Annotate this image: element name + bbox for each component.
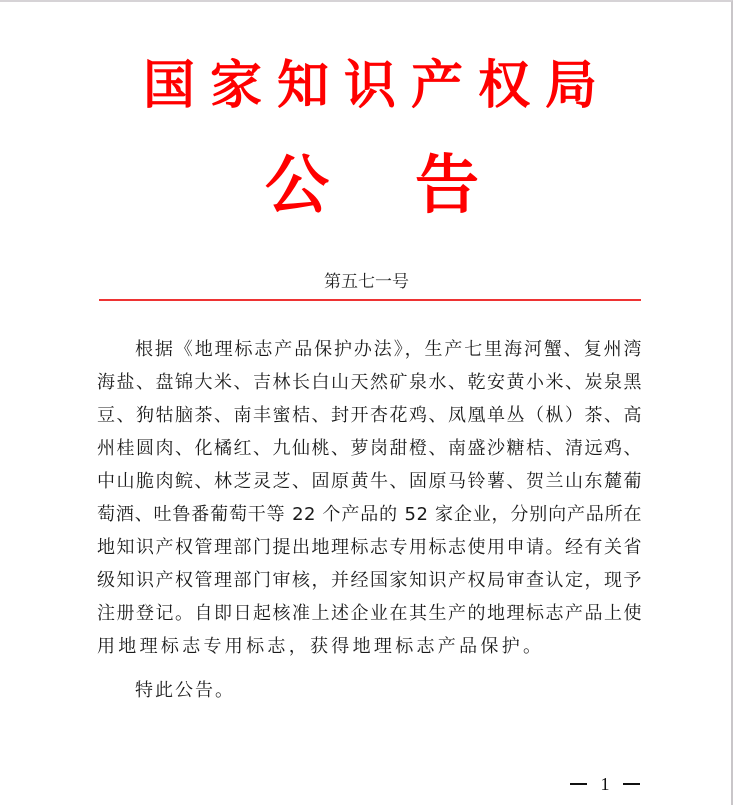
body-line: 州桂圆肉、化橘红、九仙桃、萝岗甜橙、南盛沙糖桔、清远鸡、 xyxy=(97,438,642,459)
issuer-title-char: 识 xyxy=(343,55,396,116)
issuer-title-char: 国 xyxy=(142,55,195,116)
doc-type-char: 公 xyxy=(265,148,329,223)
body-line: 萄酒、吐鲁番葡萄干等 22 个产品的 52 家企业，分别向产品所在 xyxy=(97,504,642,525)
body-line: 根据《地理标志产品保护办法》，生产七里海河蟹、复州湾 xyxy=(135,339,642,360)
doc-type-title xyxy=(262,148,482,224)
red-divider-line xyxy=(99,299,641,301)
page-number xyxy=(570,772,640,796)
dash-right xyxy=(623,783,640,785)
doc-number: 第五七一号 xyxy=(324,272,409,292)
body-line: 级知识产权管理部门审核，并经国家知识产权局审查认定，现予 xyxy=(97,570,642,591)
body-line: 地知识产权管理部门提出地理标志专用标志使用申请。经有关省 xyxy=(97,537,642,558)
issuer-title-char: 局 xyxy=(544,55,597,116)
doc-type-char: 告 xyxy=(415,148,479,223)
announcement-body xyxy=(97,333,642,663)
issuer-title-char: 知 xyxy=(276,55,329,116)
body-line: 用地理标志专用标志，获得地理标志产品保护。 xyxy=(97,636,545,657)
issuer-title-char: 权 xyxy=(477,55,530,116)
page-number-value: 1 xyxy=(600,773,610,794)
closing-statement: 特此公告。 xyxy=(135,680,235,701)
dash-left xyxy=(570,783,587,785)
body-line: 中山脆肉鲩、林芝灵芝、固原黄牛、固原马铃薯、贺兰山东麓葡 xyxy=(97,471,642,492)
body-line: 注册登记。自即日起核准上述企业在其生产的地理标志产品上使 xyxy=(97,603,642,624)
body-line: 海盐、盘锦大米、吉林长白山天然矿泉水、乾安黄小米、炭泉黑 xyxy=(97,372,642,393)
issuer-title xyxy=(140,54,600,118)
issuer-title-char: 家 xyxy=(209,55,262,116)
body-line: 豆、狗牯脑茶、南丰蜜桔、封开杏花鸡、凤凰单丛（枞）茶、高 xyxy=(97,405,642,426)
issuer-title-char: 产 xyxy=(410,55,463,116)
